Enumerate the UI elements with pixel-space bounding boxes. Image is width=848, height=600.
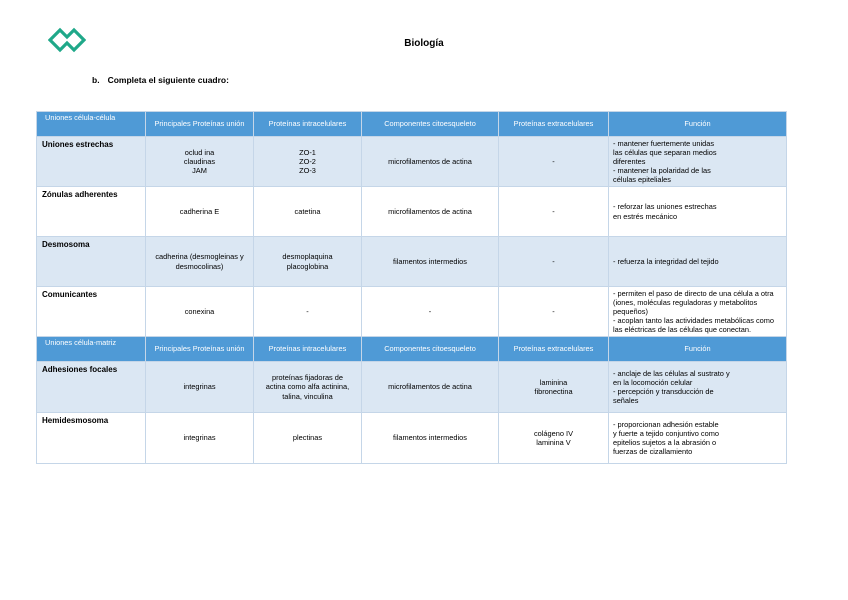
intracellular-proteins-cell (254, 362, 362, 413)
column-header: Función (609, 337, 787, 362)
extracellular-proteins-cell: - (499, 187, 609, 237)
column-header: Uniones célula-célula (37, 112, 146, 137)
cell-line: pequeños) (613, 306, 648, 316)
row-name: Comunicantes (37, 287, 146, 337)
cell-line: - refuerza la integridad del tejido (613, 256, 719, 266)
column-header: Principales Proteínas unión (146, 337, 254, 362)
header-row (37, 112, 787, 137)
cell-line: en la locomoción celular (613, 377, 693, 387)
intracellular-proteins-cell (254, 187, 362, 237)
cell-line: desmoplaquina (282, 252, 333, 262)
cell-line: - mantener fuertemente unidas (613, 138, 715, 148)
cytoskeleton-cell: microfilamentos de actina (362, 137, 499, 187)
instruction-text: Completa el siguiente cuadro: (107, 75, 229, 85)
intracellular-proteins-cell (254, 413, 362, 464)
extracellular-proteins-cell (499, 362, 609, 413)
cell-line: ZO-2 (299, 156, 316, 166)
extracellular-proteins-cell (499, 413, 609, 464)
header-row (37, 337, 787, 362)
cell-line: cadherina (desmogleinas y (155, 252, 244, 262)
cell-line: JAM (192, 166, 207, 176)
cytoskeleton-cell: filamentos intermedios (362, 237, 499, 287)
instruction-marker: b. (92, 75, 100, 85)
cytoskeleton-cell: microfilamentos de actina (362, 187, 499, 237)
principal-proteins-cell (146, 413, 254, 464)
cell-line: - anclaje de las células al sustrato y (613, 368, 730, 378)
cell-line: plectinas (292, 433, 323, 443)
cell-line: epitelios sujetos a la abrasión o (613, 438, 717, 447)
principal-proteins-cell (146, 237, 254, 287)
principal-proteins-cell (146, 362, 254, 413)
column-header: Proteínas intracelulares (254, 337, 362, 362)
cell-line: y fuerte a tejido conjuntivo como (613, 428, 719, 438)
intracellular-proteins-cell (254, 237, 362, 287)
extracellular-proteins-cell: - (499, 237, 609, 287)
cell-line: laminina (539, 377, 568, 387)
cell-line: - mantener la polaridad de las (613, 166, 711, 176)
principal-proteins-cell (146, 187, 254, 237)
cell-line: conexina (184, 306, 215, 316)
row-name: Hemidesmosoma (37, 413, 146, 464)
junctions-table (36, 111, 787, 464)
intracellular-proteins-cell (254, 137, 362, 187)
cell-line: fibronectina (534, 387, 573, 396)
column-header: Proteínas extracelulares (499, 337, 609, 362)
function-cell (609, 237, 787, 287)
column-header: Uniones célula-matriz (37, 337, 146, 362)
cell-line: - proporcionan adhesión estable (613, 419, 719, 429)
function-cell (609, 287, 787, 337)
instruction (92, 75, 229, 85)
column-header: Proteínas extracelulares (499, 112, 609, 137)
extracellular-proteins-cell: - (499, 137, 609, 187)
principal-proteins-cell (146, 287, 254, 337)
cell-line: diferentes (613, 156, 646, 166)
cell-line: (iones, moléculas reguladoras y metabolitos (613, 297, 758, 307)
cell-line: catetina (294, 206, 321, 216)
cell-line: fuerzas de cizallamiento (613, 447, 693, 457)
function-cell (609, 137, 787, 187)
intracellular-proteins-cell (254, 287, 362, 337)
row-name: Zónulas adherentes (37, 187, 146, 237)
cell-line: cadherina E (179, 206, 220, 216)
cell-line: laminina V (536, 438, 571, 447)
cell-line: talina, vinculina (282, 391, 333, 401)
cell-line: las eléctricas de las células que conectan. (613, 325, 752, 335)
cell-line: - acoplan tanto las actividades metabólicas como (613, 316, 775, 326)
column-header: Función (609, 112, 787, 137)
cell-line: células epiteliales (613, 175, 671, 185)
cell-line: colágeno IV (533, 428, 574, 438)
cell-line: integrinas (183, 433, 216, 443)
cell-line: ZO-3 (299, 166, 316, 176)
extracellular-proteins-cell: - (499, 287, 609, 337)
cell-line: oclud ina (184, 147, 215, 157)
cytoskeleton-cell: filamentos intermedios (362, 413, 499, 464)
cell-line: - reforzar las uniones estrechas (613, 202, 717, 212)
row-name: Adhesiones focales (37, 362, 146, 413)
column-header: Principales Proteínas unión (146, 112, 254, 137)
column-header: Componentes citoesqueleto (362, 112, 499, 137)
cell-line: claudinas (183, 156, 216, 166)
row-name: Uniones estrechas (37, 137, 146, 187)
cytoskeleton-cell: microfilamentos de actina (362, 362, 499, 413)
table-row (37, 187, 787, 237)
principal-proteins-cell (146, 137, 254, 187)
cell-line: - permiten el paso de directo de una célula a otra (613, 288, 774, 298)
cell-line: ZO-1 (299, 147, 316, 157)
cell-line: placoglobina (286, 261, 329, 271)
table-row (37, 137, 787, 187)
function-cell (609, 413, 787, 464)
cell-line: las células que separan medios (613, 147, 717, 157)
table-row (37, 287, 787, 337)
cell-line: integrinas (183, 382, 216, 392)
cell-line: - (306, 306, 309, 316)
function-cell (609, 187, 787, 237)
cell-line: proteínas fijadoras de (271, 373, 344, 383)
cell-line: actina como alfa actinina, (265, 382, 350, 392)
function-cell (609, 362, 787, 413)
table-body (37, 112, 787, 464)
cytoskeleton-cell: - (362, 287, 499, 337)
cell-line: en estrés mecánico (613, 211, 678, 221)
row-name: Desmosoma (37, 237, 146, 287)
page-title: Biología (404, 38, 444, 49)
table-row (37, 237, 787, 287)
cell-line: - percepción y transducción de (613, 387, 714, 396)
cell-line: desmocolinas) (175, 261, 224, 271)
column-header: Proteínas intracelulares (254, 112, 362, 137)
column-header: Componentes citoesqueleto (362, 337, 499, 362)
table-row (37, 362, 787, 413)
cell-line: señales (613, 396, 639, 406)
table-row (37, 413, 787, 464)
